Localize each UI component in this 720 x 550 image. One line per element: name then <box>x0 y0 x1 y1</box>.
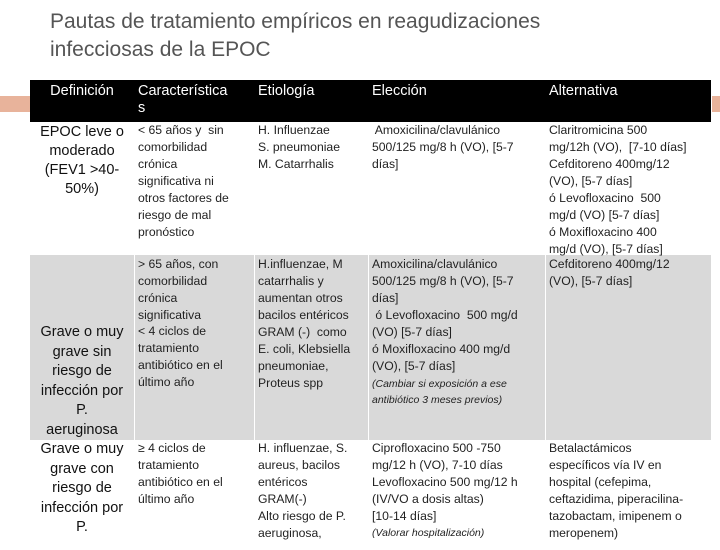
etiologia-line: GRAM (-) como <box>258 325 347 339</box>
alternativa-grave-con <box>546 440 711 542</box>
etiologia-grave-con <box>255 440 368 542</box>
caracteristicas-grave-sin <box>135 323 254 391</box>
definicion-grave-con-line: infección por <box>40 499 124 516</box>
alternativa-line: ceftazidima, piperacilina- <box>549 492 684 506</box>
caracteristicas-line: > 65 años, con <box>138 257 219 271</box>
definicion-grave-sin <box>30 323 134 440</box>
definicion-grave-con-line: grave con <box>50 460 114 477</box>
etiologia-line: GRAM(-) <box>258 492 307 506</box>
caracteristicas-line: significativa <box>138 308 201 322</box>
etiologia-line: catarrhalis y <box>258 274 324 288</box>
alternativa-line: tazobactam, imipenem o <box>549 509 682 523</box>
accent-bar-left <box>0 96 30 112</box>
etiologia-line: entéricos <box>258 475 308 489</box>
caracteristicas-leve-a <box>135 122 254 241</box>
definicion-grave-con-line: P. <box>76 519 88 535</box>
eleccion-line: Levofloxacino 500 mg/12 h <box>372 475 518 489</box>
etiologia-line: S. pneumoniae <box>258 140 340 154</box>
eleccion-line: (VO) [5-7 días] <box>372 325 452 339</box>
caracteristicas-line: crónica <box>138 291 178 305</box>
caracteristicas-grave-con <box>135 440 254 508</box>
title-line-1: Pautas de tratamiento empíricos en reagudizaciones <box>50 10 541 33</box>
eleccion-line: (IV/VO a dosis altas) <box>372 492 484 506</box>
caracteristicas-line: tratamiento <box>138 458 199 472</box>
caracteristicas-line: tratamiento <box>138 341 199 355</box>
eleccion-leve <box>369 122 545 173</box>
eleccion-note-line: antibiótico 3 meses previos) <box>372 394 503 406</box>
etiologia-leve <box>255 122 368 173</box>
eleccion-grave-con <box>369 440 545 541</box>
eleccion-line: (VO), [5-7 días] <box>372 359 456 373</box>
alternativa-line: específicos vía IV en <box>549 458 662 472</box>
alternativa-line: ó Levofloxacino 500 <box>549 191 661 205</box>
alternativa-line: Betalactámicos <box>549 441 632 455</box>
etiologia-line: H.influenzae, M <box>258 257 343 271</box>
header-caracteristicas <box>134 80 254 122</box>
alternativa-line: ó Moxifloxacino 400 <box>549 225 657 239</box>
alternativa-line: (VO), [5-7 días] <box>549 174 633 188</box>
accent-bar-right <box>712 96 720 112</box>
eleccion-line: Amoxicilina/clavulánico <box>372 123 501 137</box>
header-eleccion-label: Elección <box>372 83 427 99</box>
alternativa-line: mg/d (VO) [5-7 días] <box>549 208 660 222</box>
definicion-leve <box>30 123 134 199</box>
eleccion-line: 500/125 mg/8 h (VO), [5-7 <box>372 274 514 288</box>
header-alternativa <box>545 80 711 122</box>
definicion-grave-sin-line: grave sin <box>52 343 112 360</box>
caracteristicas-line: antibiótico en el <box>138 475 223 489</box>
definicion-leve-line: moderado <box>49 143 115 159</box>
eleccion-line: [10-14 días] <box>372 509 437 523</box>
eleccion-grave-sin <box>369 256 545 408</box>
caracteristicas-leve-b <box>135 256 254 324</box>
etiologia-line: E. coli, Klebsiella <box>258 342 351 356</box>
etiologia-line: H. influenzae, S. <box>258 441 348 455</box>
alternativa-line: (VO), [5-7 días] <box>549 274 633 288</box>
caracteristicas-line: ≥ 4 ciclos de <box>138 441 206 455</box>
definicion-grave-con-line: riesgo de <box>52 480 112 496</box>
etiologia-line: pneumoniae, <box>258 359 329 373</box>
alternativa-line: Claritromicina 500 <box>549 123 648 137</box>
caracteristicas-line: < 4 ciclos de <box>138 324 207 338</box>
title-line-2: infecciosas de la EPOC <box>50 38 271 61</box>
alternativa-line: hospital (cefepima, <box>549 475 652 489</box>
header-caracteristicas-line-2: s <box>138 100 146 116</box>
eleccion-line: mg/12 h (VO), 7-10 días <box>372 458 503 472</box>
eleccion-line: Ciprofloxacino 500 -750 <box>372 441 501 455</box>
caracteristicas-line: < 65 años y sin <box>138 123 224 137</box>
etiologia-line: aureus, bacilos <box>258 458 340 472</box>
caracteristicas-line: antibiótico en el <box>138 358 223 372</box>
header-etiologia-label: Etiología <box>258 83 315 99</box>
definicion-grave-sin-line: Grave o muy <box>40 324 124 340</box>
definicion-grave-con <box>30 440 134 538</box>
eleccion-line: días] <box>372 291 399 305</box>
eleccion-line: ó Levofloxacino 500 mg/d <box>372 308 518 322</box>
definicion-leve-line: EPOC leve o <box>40 124 124 140</box>
header-definicion-label: Definición <box>50 83 114 99</box>
alternativa-line: Cefditoreno 400mg/12 <box>549 257 670 271</box>
eleccion-line: 500/125 mg/8 h (VO), [5-7 <box>372 140 514 154</box>
header-definicion <box>30 80 134 122</box>
caracteristicas-line: pronóstico <box>138 225 195 239</box>
caracteristicas-line: último año <box>138 492 195 506</box>
etiologia-line: Alto riesgo de P. <box>258 509 346 523</box>
eleccion-line: ó Moxifloxacino 400 mg/d <box>372 342 511 356</box>
definicion-grave-con-line: Grave o muy <box>40 441 124 457</box>
definicion-grave-sin-line: infección por <box>40 382 124 399</box>
etiologia-line: bacilos entéricos <box>258 308 349 322</box>
header-etiologia <box>254 80 368 122</box>
alternativa-line: mg/d (VO), [5-7 días] <box>549 242 663 256</box>
etiologia-line: H. Influenzae <box>258 123 330 137</box>
caracteristicas-line: comorbilidad <box>138 274 208 288</box>
caracteristicas-line: significativa ni <box>138 174 214 188</box>
definicion-grave-sin-line: riesgo de <box>52 363 112 379</box>
etiologia-line: aeruginosa, <box>258 526 322 540</box>
eleccion-note-line: (Cambiar si exposición a ese <box>372 378 507 390</box>
header-eleccion <box>368 80 545 122</box>
etiologia-line: M. Catarrhalis <box>258 157 334 171</box>
alternativa-line: meropenem) <box>549 526 619 540</box>
caracteristicas-line: otros factores de <box>138 191 229 205</box>
definicion-grave-sin-line: aeruginosa <box>46 421 118 438</box>
alternativa-leve-b <box>546 256 711 290</box>
treatment-table <box>30 80 711 550</box>
header-caracteristicas-line-1: Característica <box>138 83 228 99</box>
caracteristicas-line: comorbilidad <box>138 140 208 154</box>
page-title <box>50 8 690 64</box>
definicion-leve-line: (FEV1 >40- <box>44 162 120 178</box>
eleccion-line: días] <box>372 157 399 171</box>
definicion-leve-line: 50%) <box>65 181 99 197</box>
eleccion-note-line: (Valorar hospitalización) <box>372 527 485 539</box>
alternativa-leve-a <box>546 122 711 258</box>
etiologia-line: aumentan otros <box>258 291 343 305</box>
etiologia-line: Proteus spp <box>258 376 324 390</box>
alternativa-line: Cefditoreno 400mg/12 <box>549 157 670 171</box>
etiologia-grave-sin <box>255 256 368 392</box>
eleccion-line: Amoxicilina/clavulánico <box>372 257 498 271</box>
definicion-grave-sin-line: P. <box>76 402 88 418</box>
caracteristicas-line: crónica <box>138 157 178 171</box>
header-alternativa-label: Alternativa <box>549 83 618 99</box>
alternativa-line: mg/12h (VO), [7-10 días] <box>549 140 687 154</box>
caracteristicas-line: último año <box>138 375 195 389</box>
caracteristicas-line: riesgo de mal <box>138 208 212 222</box>
